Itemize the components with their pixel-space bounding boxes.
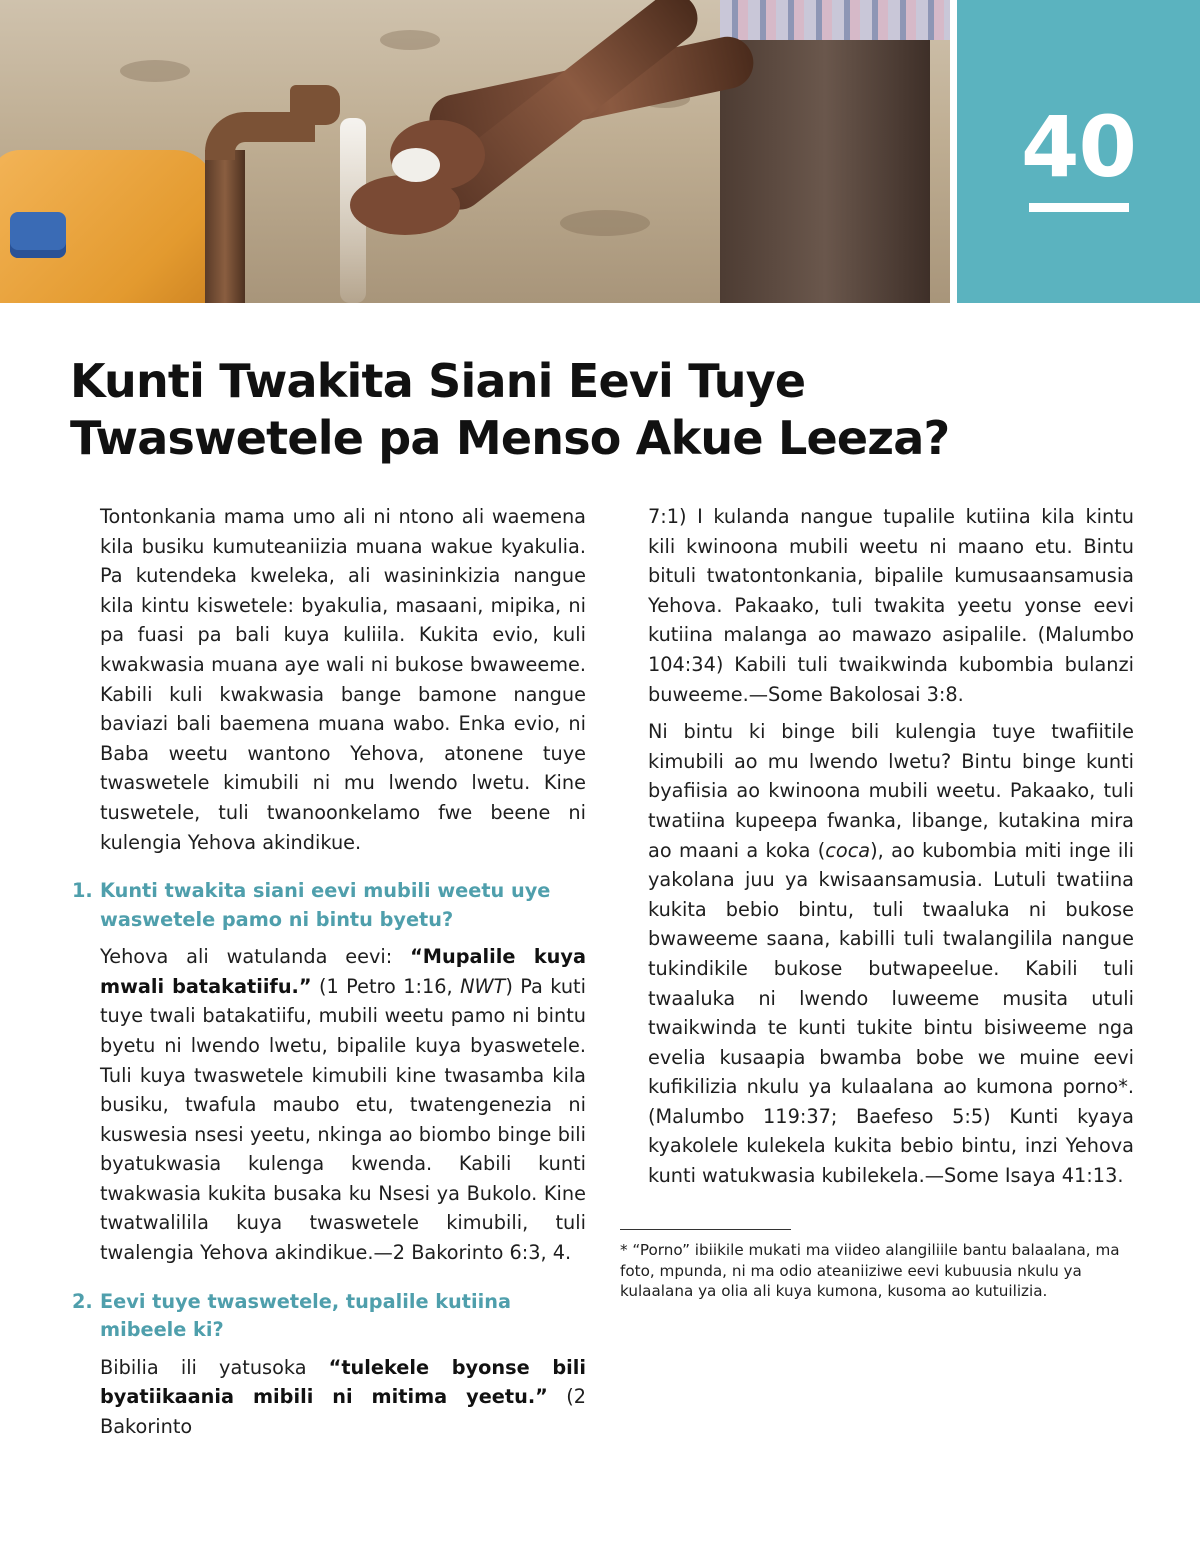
- right-column: [620, 502, 1134, 1191]
- left-column: [72, 502, 586, 1441]
- title-line-1: Kunti Twakita Siani Eevi Tuye: [70, 354, 806, 408]
- right-paragraph-1: 7:1) I kulanda nangue tupalile kutiina kila kintu kili kwinoona mubili weetu ni maano etu. Bintu bituli twatontonkania, bipalile kumusaansamusia Yehova. Pakaako, tuli twakita yeetu yonse eevi kutiina malanga ao mawazo asipalile. (Malumbo 104:34) Kabili tuli twaikwinda kubombia bulanzi buweeme.—Some Bakolosai 3:8.: [648, 505, 1134, 706]
- answer-2-quote: “tulekele byonse bili byatiikaania mibili ni mitima yeetu.”: [100, 1355, 586, 1409]
- question-1-number: 1.: [72, 879, 93, 903]
- lesson-number-tab: [957, 0, 1200, 303]
- jerrycan-cap-image: [10, 212, 66, 258]
- right-paragraph-2-start: Ni bintu ki binge bili kulengia tuye twafiitile kimubili ao mu lwendo lwetu? Bintu binge kunti byafiisia ao kwinoona mubili weetu. Pakaako, tuli twatiina kupeepa fwanka, libange, kutakina mira ao maani a koka (: [648, 720, 1134, 862]
- answer-2-reference: (2 Bakorinto: [100, 1385, 586, 1438]
- lesson-number: 40: [1021, 98, 1136, 196]
- shirt-image: [720, 0, 950, 40]
- ground-stone: [380, 30, 440, 50]
- trousers-image: [720, 0, 930, 303]
- ground-stone: [560, 210, 650, 236]
- question-2-number: 2.: [72, 1289, 93, 1313]
- answer-1-reference: (1 Petro 1:16,: [311, 974, 461, 998]
- answer-2-paragraph: [72, 1353, 586, 1442]
- footnote: * “Porno” ibiikile mukati ma viideo alangiliile bantu balaalana, ma foto, mpunda, ni ma odio ateaniiziwe eevi kubuusia nkulu ya kulaalana ya olia ali kuya kumona, kusoma ao kutuilizia.: [620, 1241, 1120, 1301]
- header-photo: [0, 0, 950, 303]
- question-1-text: Kunti twakita siani eevi mubili weetu uye waswetele pamo ni bintu byetu?: [100, 879, 551, 931]
- answer-1-quote: “Mupalile kuya mwali batakatiifu.”: [100, 945, 586, 998]
- question-2: [72, 1288, 586, 1345]
- right-paragraph-2-end: ), ao kubombia miti inge ili yakolana juu ya kwisaansamusia. Lutuli twatiina kukita bebio bintu, tuli twaaluka ni bukose bwaweeme saana, kabilli tuli twalangilila nangue tukindikile bukose butwapeelue. Kabili tuli twaaluka ni lwendo luweeme musita utuli twaikwinda te kunti tukite bintu bisiweeme nga evelia kusaapia bwamba bobe we muine eevi kufikilizia nkulu ya kulaalana ao kumona porno*. (Malumbo 119:37; Baefeso 5:5) Kunti kyaya kyakolele kulekela kukita bebio bintu, inzi Yehova kunti watukwasia kubilekela.—Some Isaya 41:13.: [648, 838, 1134, 1188]
- title-line-2: Twaswetele pa Menso Akue Leeza?: [70, 411, 950, 465]
- footnote-divider: [620, 1229, 791, 1230]
- intro-paragraph: Tontonkania mama umo ali ni ntono ali waemena kila busiku kumuteaniizia muana wakue kyakulia. Pa kutendeka kweleka, ali wasininkizia nangue kila kintu kiswetele: byakulia, masaani, mipika, ni pa fuasi pa bali kuya kuliila. Kukita evio, kuli kwakwasia muana aye wali ni bukose bwaweeme. Kabili kuli kwakwasia bange bamone nangue baviazi bali baemena muana wabo. Enka evio, ni Baba weetu wantono Yehova, atonene tuye twaswetele kimubili ni mu lwendo lwetu. Kine tuswetele, tuli twanoonkelamo fwe beene ni kulengia Yehova akindikue.: [100, 505, 586, 854]
- hand-image: [350, 175, 460, 235]
- ground-stone: [120, 60, 190, 82]
- tap-pipe-image: [205, 150, 245, 303]
- right-paragraph-2: [620, 717, 1134, 1191]
- question-2-text: Eevi tuye twaswetele, tupalile kutiina mibeele ki?: [100, 1289, 511, 1342]
- answer-2-lead: Bibilia ili yatusoka: [100, 1355, 329, 1379]
- tap-image: [290, 85, 340, 125]
- right-paragraph-2-italic: coca: [825, 838, 871, 862]
- lesson-number-underline: [1029, 203, 1129, 212]
- answer-1-reference-italic: NWT: [460, 974, 506, 998]
- question-1: [72, 877, 586, 934]
- page-title: [70, 353, 1070, 467]
- answer-1-body: ) Pa kuti tuye twali batakatiifu, mubili weetu pamo ni bintu byetu ni lwendo lwetu, bipalile kuya byaswetele. Tuli kuya twaswetele kimubili kine twasamba kila busiku, twafula maubo etu, twatengenezia ni kuswesia nsesi yeetu, nkinga ao biombo binge bili byatukwasia kulenga kwenda. Kabili kunti twakwasia kukita busaka ku Nsesi ya Bukolo. Kine twatwalilila kuya twaswetele kimubili, tuli twalengia Yehova akindikue.—2 Bakorinto 6:3, 4.: [100, 974, 586, 1265]
- answer-1-paragraph: [72, 942, 586, 1268]
- answer-1-lead: Yehova ali watulanda eevi:: [100, 945, 411, 969]
- soap-image: [392, 148, 440, 182]
